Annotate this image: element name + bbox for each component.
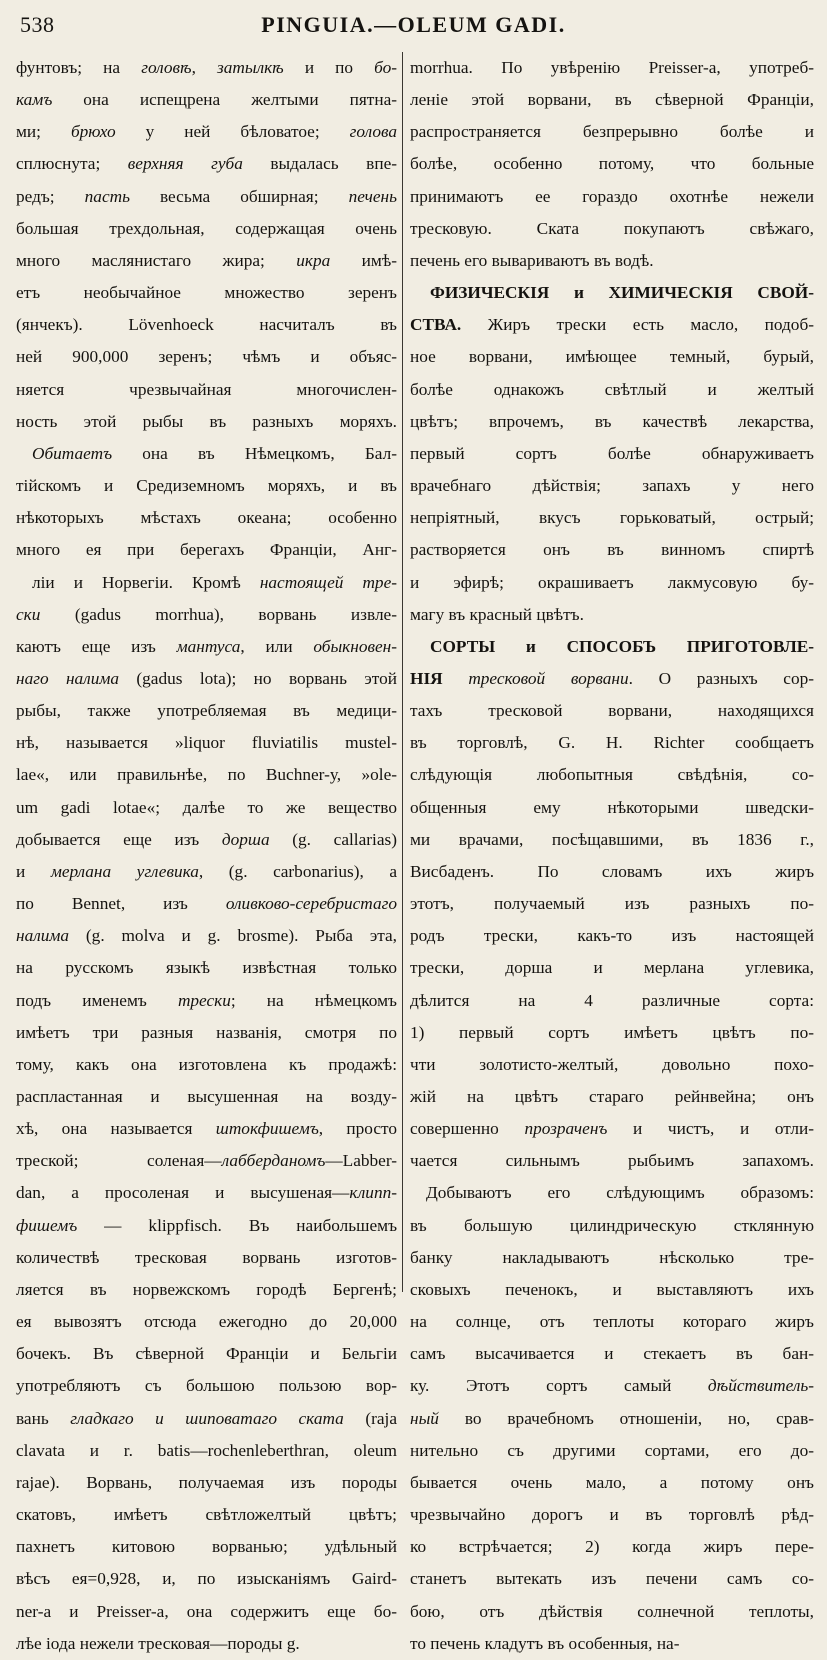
text-line: [410, 1274, 814, 1306]
text-run: clavata и r. batis—rochenleberthran, oleum: [16, 1440, 397, 1460]
text-run: печень его вывариваютъ въ водѣ.: [410, 250, 654, 270]
text-line: [16, 1403, 397, 1435]
text-run: много маслянистаго жира;: [16, 250, 297, 270]
text-line: [16, 534, 397, 566]
text-run: , просто: [318, 1119, 397, 1139]
text-run: um gadi lotae«; далѣе то же вещество: [16, 797, 397, 817]
text-line: [16, 245, 397, 277]
text-run: дѣлится на 4 различные сорта:: [410, 990, 814, 1010]
text-line: [16, 84, 397, 116]
text-run: тресковую. Ската покупаютъ свѣжаго,: [410, 218, 814, 238]
text-line: [410, 1370, 814, 1402]
text-line: [16, 567, 397, 599]
text-line: [410, 406, 814, 438]
text-line: [410, 792, 814, 824]
text-run: большая трехдольная, содержащая очень: [16, 218, 397, 238]
text-run: она въ Нѣмецкомъ, Бал-: [112, 443, 397, 463]
text-run: нѣкоторыхъ мѣстахъ океана; особенно: [16, 508, 397, 528]
text-line: [410, 985, 814, 1017]
text-line: [16, 502, 397, 534]
text-run: — klippfisch. Въ наибольшемъ: [77, 1215, 397, 1235]
text-line: [410, 727, 814, 759]
text-run: магу въ красный цвѣтъ.: [410, 604, 584, 624]
text-line: [16, 695, 397, 727]
text-run: леніе этой ворвани, въ сѣверной Франціи,: [410, 90, 814, 110]
text-line: [16, 599, 397, 631]
text-run: слѣдующія любопытныя свѣдѣнія, со-: [410, 765, 814, 785]
text-run: чти золотисто-желтый, довольно похо-: [410, 1054, 814, 1074]
text-run: и эфирѣ; окрашиваетъ лакмусовую бу-: [410, 572, 814, 592]
text-run: сплюснута;: [16, 154, 128, 174]
text-line: [16, 1081, 397, 1113]
text-run: ; на нѣмецкомъ: [230, 990, 397, 1010]
left-column: [16, 52, 397, 1660]
text-line: [16, 1563, 397, 1595]
text-run: болѣе, особенно потому, что больные: [410, 154, 814, 174]
text-line: [16, 116, 397, 148]
italic-term: бо-: [374, 58, 397, 77]
text-run: бою, отъ дѣйствія солнечной теплоты,: [410, 1601, 814, 1621]
text-line: [410, 1338, 814, 1370]
text-line: [410, 1531, 814, 1563]
text-run: ліи и Норвегіи. Кромѣ: [32, 572, 260, 592]
text-run: станетъ вытекать изъ печени самъ со-: [410, 1569, 814, 1589]
text-line: [410, 84, 814, 116]
text-line: [16, 663, 397, 695]
text-run: dan, а просоленая и высушеная—: [16, 1183, 350, 1203]
text-run: чается сильнымъ рыбьимъ запахомъ.: [410, 1151, 814, 1171]
text-line: [16, 920, 397, 952]
italic-term: голова: [349, 122, 397, 142]
italic-term: икра: [296, 250, 331, 270]
text-line: [16, 341, 397, 373]
text-run: на русскомъ языкѣ извѣстная только: [16, 958, 397, 978]
text-line: [410, 1017, 814, 1049]
italic-term: фишемъ: [16, 1215, 78, 1235]
text-line: [410, 663, 814, 695]
text-line: [410, 1403, 814, 1435]
italic-term: прозраченъ: [524, 1119, 608, 1139]
text-run: , или: [240, 636, 314, 656]
text-run: . О разныхъ сор-: [628, 668, 815, 688]
italic-term: ски: [16, 604, 41, 624]
italic-term: настоящей тре-: [259, 572, 397, 592]
text-run: имѣ-: [330, 250, 397, 270]
text-run: етъ необычайное множество зеренъ: [16, 283, 397, 303]
text-line: [410, 534, 814, 566]
text-run: въ торговлѣ, G. H. Richter сообщаетъ: [410, 733, 814, 753]
text-run: первый сортъ болѣе обнаруживаетъ: [410, 443, 814, 463]
text-line: [410, 1145, 814, 1177]
text-run: самъ высачивается и стекаетъ въ бан-: [410, 1344, 814, 1364]
text-run: вань: [16, 1408, 71, 1428]
text-run: треской; соленая—: [16, 1151, 222, 1171]
italic-term: камъ: [16, 90, 53, 110]
text-run: она испещрена желтыми пятна-: [52, 90, 397, 110]
text-line: [410, 1628, 814, 1660]
text-line: [410, 374, 814, 406]
text-run: этотъ, получаемый изъ разныхъ по-: [410, 894, 814, 914]
text-line: [16, 792, 397, 824]
text-run: чрезвычайно дорогъ и въ торговлѣ рѣд-: [410, 1505, 814, 1525]
text-line: [16, 1467, 397, 1499]
text-line: [410, 1467, 814, 1499]
italic-term: наго налима: [16, 668, 120, 688]
text-run: и по: [283, 58, 375, 77]
text-line: [16, 1628, 397, 1660]
italic-term: трески: [177, 990, 231, 1010]
text-run: распластанная и высушенная на возду-: [16, 1087, 397, 1106]
text-run: и: [16, 861, 51, 881]
text-run: бочекъ. Въ сѣверной Франціи и Бельгіи: [16, 1344, 397, 1364]
text-run: (g. callarias): [269, 829, 397, 849]
text-line: [16, 759, 397, 791]
text-run: ней 900,000 зеренъ; чѣмъ и объяс-: [16, 347, 397, 367]
text-run: вѣсъ ея=0,928, и, по изысканіямъ Gaird-: [16, 1569, 397, 1589]
text-line: [410, 759, 814, 791]
text-line: [410, 277, 814, 309]
text-line: [16, 470, 397, 502]
text-line: [16, 1049, 397, 1081]
section-heading-text: СОРТЫ и СПОСОБЪ ПРИГОТОВЛЕ-: [430, 636, 814, 656]
text-line: [16, 1596, 397, 1628]
text-run: (gadus lota); но ворвань этой: [119, 668, 397, 688]
text-run: по Bennet, изъ: [16, 894, 226, 914]
text-run: употребляютъ съ большою пользою вор-: [16, 1376, 397, 1396]
text-line: [16, 1242, 397, 1274]
text-run: [443, 669, 469, 688]
text-run: жій на цвѣтъ стараго рейнвейна; онъ: [410, 1087, 814, 1106]
text-run: ляется въ норвежскомъ городѣ Бергенѣ;: [16, 1279, 397, 1299]
text-run: Жиръ трески есть масло, подоб-: [461, 315, 814, 335]
text-line: [410, 1081, 814, 1113]
text-run: пахнетъ китовою ворванью; удѣльный: [16, 1537, 397, 1557]
text-line: [410, 1210, 814, 1242]
text-line: [410, 309, 814, 341]
text-line: [16, 1531, 397, 1563]
italic-term: головѣ: [141, 58, 192, 77]
italic-term: обыкновен-: [313, 636, 397, 656]
text-run: болѣе однакожъ свѣтлый и желтый: [410, 379, 814, 399]
text-line: [410, 148, 814, 180]
text-line: [16, 824, 397, 856]
text-run: банку накладываютъ нѣсколько тре-: [410, 1247, 814, 1267]
text-run: ное ворвани, имѣющее темный, бурый,: [410, 347, 814, 367]
italic-term: лабберданомъ: [221, 1151, 326, 1171]
text-line: [16, 277, 397, 309]
text-line: [410, 856, 814, 888]
running-title: PINGUIA.—OLEUM GADI.: [261, 12, 566, 37]
text-line: [410, 116, 814, 148]
text-run: тому, какъ она изготовлена къ продажѣ:: [16, 1054, 397, 1074]
text-run: ность этой рыбы въ разныхъ моряхъ.: [16, 411, 397, 431]
text-line: [410, 1113, 814, 1145]
text-run: во врачебномъ отношеніи, но, срав-: [438, 1408, 814, 1428]
text-run: подъ именемъ: [16, 990, 178, 1010]
text-run: весьма обширная;: [129, 186, 349, 206]
text-line: [16, 1370, 397, 1402]
text-run: нѣ, называется »liquor fluviatilis mustel-: [16, 733, 397, 753]
text-line: [410, 824, 814, 856]
text-run: тійскомъ и Средиземномъ моряхъ, и въ: [16, 476, 397, 496]
text-line: [410, 695, 814, 727]
text-line: [410, 470, 814, 502]
text-run: цвѣтъ; впрочемъ, въ качествѣ лекарства,: [410, 411, 814, 431]
text-run: трески, дорша и мерлана углевика,: [410, 958, 814, 978]
text-line: [16, 1177, 397, 1209]
text-run: распространяется безпрерывно болѣе и: [410, 122, 814, 142]
text-run: врачебнаго дѣйствія; запахъ у него: [410, 476, 814, 496]
text-run: въ большую цилиндрическую стклянную: [410, 1215, 814, 1235]
text-line: [16, 52, 397, 84]
text-run: совершенно: [410, 1119, 525, 1139]
text-line: [410, 1306, 814, 1338]
italic-term: затылкѣ: [217, 58, 284, 77]
italic-term: верхняя губа: [127, 154, 243, 174]
text-run: (янчекъ). Lövenhoeck насчиталъ въ: [16, 315, 397, 335]
text-run: Добываютъ его слѣдующимъ образомъ:: [426, 1183, 814, 1203]
text-run: то печень кладутъ въ особенныя, на-: [410, 1633, 680, 1653]
text-line: [410, 1177, 814, 1209]
text-run: ея вывозятъ отсюда ежегодно до 20,000: [16, 1312, 397, 1332]
page-header: [18, 6, 809, 46]
text-run: много ея при берегахъ Франціи, Анг-: [16, 540, 397, 560]
text-line: [16, 148, 397, 180]
text-line: [16, 374, 397, 406]
section-heading-text: НІЯ: [410, 668, 443, 688]
text-run: (g. molva и g. brosme). Рыба эта,: [69, 926, 397, 946]
text-run: rajae). Ворвань, получаемая изъ породы: [16, 1472, 397, 1492]
text-line: [16, 631, 397, 663]
text-line: [410, 52, 814, 84]
text-line: [16, 985, 397, 1017]
text-line: [410, 1563, 814, 1595]
text-line: [410, 502, 814, 534]
text-line: [16, 888, 397, 920]
text-run: нительно съ другими сортами, его до-: [410, 1440, 814, 1460]
text-run: скатовъ, имѣетъ свѣтложелтый цвѣтъ;: [16, 1505, 397, 1525]
text-line: [16, 1306, 397, 1338]
text-run: —Labber-: [325, 1151, 397, 1171]
italic-term: тресковой ворвани: [468, 668, 629, 688]
text-line: [410, 567, 814, 599]
text-run: каютъ еще изъ: [16, 636, 177, 656]
text-run: непріятный, вкусъ горьковатый, острый;: [410, 508, 814, 528]
text-run: имѣетъ три разныя названія, смотря по: [16, 1022, 397, 1042]
italic-term: дорша: [221, 829, 270, 849]
italic-term: дѣйствитель-: [707, 1376, 814, 1396]
text-run: (gadus morrhua), ворвань извле-: [40, 604, 397, 624]
page-number: 538: [20, 12, 55, 37]
text-line: [410, 888, 814, 920]
text-run: ner-а и Preisser-а, она содержитъ еще бо-: [16, 1601, 397, 1621]
text-line: [410, 1049, 814, 1081]
text-run: выдалась впе-: [242, 154, 397, 174]
text-line: [410, 952, 814, 984]
text-run: ко встрѣчается; 2) когда жиръ пере-: [410, 1537, 814, 1557]
text-line: [410, 1435, 814, 1467]
text-run: фунтовъ; на: [16, 58, 142, 77]
italic-term: оливково-серебристаго: [225, 894, 397, 914]
text-line: [16, 1017, 397, 1049]
italic-term: брюхо: [70, 122, 116, 142]
text-run: сковыхъ печенокъ, и выставляютъ ихъ: [410, 1279, 814, 1299]
text-run: редъ;: [16, 186, 85, 206]
text-run: ку. Этотъ сортъ самый: [410, 1376, 708, 1396]
text-line: [410, 341, 814, 373]
italic-term: ный: [410, 1408, 439, 1428]
text-run: общенныя ему нѣкоторыми шведски-: [410, 797, 814, 817]
text-line: [410, 631, 814, 663]
italic-term: мантуса: [176, 636, 241, 656]
text-line: [410, 1499, 814, 1531]
text-run: morrhua. По увѣренію Preisser-а, употреб-: [410, 58, 814, 77]
italic-term: гладкаго и шиповатаго ската: [70, 1408, 344, 1428]
text-run: lae«, или правильнѣе, по Buchner-у, »ole-: [16, 765, 397, 785]
text-line: [16, 438, 397, 470]
text-line: [16, 1435, 397, 1467]
text-run: (raja: [343, 1408, 397, 1428]
text-run: Висбаденъ. По словамъ ихъ жиръ: [410, 861, 814, 881]
text-run: на солнце, отъ теплоты котораго жиръ: [410, 1312, 814, 1332]
text-run: добывается еще изъ: [16, 829, 222, 849]
column-divider: [402, 52, 403, 1292]
section-heading-text: СТВА.: [410, 315, 462, 335]
text-line: [16, 1113, 397, 1145]
text-line: [16, 181, 397, 213]
text-line: [410, 245, 814, 277]
text-run: у ней бѣловатое;: [115, 122, 350, 142]
italic-term: налима: [16, 926, 70, 946]
text-run: ми врачами, посѣщавшими, въ 1836 г.,: [410, 829, 814, 849]
text-run: тахъ тресковой ворвани, находящихся: [410, 701, 814, 721]
text-line: [16, 952, 397, 984]
text-run: рыбы, также употребляемая въ медици-: [16, 701, 397, 721]
text-line: [410, 438, 814, 470]
text-run: ми;: [16, 122, 71, 142]
text-run: количествѣ тресковая ворвань изготов-: [16, 1247, 397, 1267]
italic-term: Обитаетъ: [32, 443, 113, 463]
text-run: 1) первый сортъ имѣетъ цвѣтъ по-: [410, 1022, 814, 1042]
italic-term: пасть: [84, 186, 130, 206]
italic-term: печень: [348, 186, 397, 206]
text-run: хѣ, она называется: [16, 1119, 216, 1139]
text-line: [16, 213, 397, 245]
text-run: , (g. carbonarius), а: [198, 861, 397, 881]
text-run: и чистъ, и отли-: [607, 1119, 814, 1139]
text-line: [410, 181, 814, 213]
text-run: растворяется онъ въ винномъ спиртѣ: [410, 540, 814, 560]
text-line: [16, 856, 397, 888]
text-run: бывается очень мало, а потому онъ: [410, 1472, 814, 1492]
text-line: [410, 599, 814, 631]
text-line: [16, 309, 397, 341]
text-line: [16, 1210, 397, 1242]
text-run: принимаютъ ее гораздо охотнѣе нежели: [410, 186, 814, 206]
italic-term: клипп-: [349, 1183, 397, 1203]
text-line: [410, 920, 814, 952]
text-run: ,: [191, 58, 217, 77]
italic-term: мерлана углевика: [50, 861, 199, 881]
text-run: лѣе іода нежели тресковая—породы g.: [16, 1633, 300, 1653]
right-column: [410, 52, 814, 1660]
text-line: [410, 1596, 814, 1628]
text-run: няется чрезвычайная многочислен-: [16, 379, 397, 399]
text-line: [410, 1242, 814, 1274]
text-line: [16, 406, 397, 438]
text-run: родъ трески, какъ-то изъ настоящей: [410, 926, 814, 946]
text-line: [16, 1274, 397, 1306]
text-line: [16, 727, 397, 759]
text-line: [16, 1338, 397, 1370]
italic-term: штокфишемъ: [215, 1119, 319, 1139]
text-line: [410, 213, 814, 245]
text-line: [16, 1499, 397, 1531]
text-line: [16, 1145, 397, 1177]
section-heading-text: ФИЗИЧЕСКІЯ и ХИМИЧЕСКІЯ СВОЙ-: [430, 283, 814, 303]
